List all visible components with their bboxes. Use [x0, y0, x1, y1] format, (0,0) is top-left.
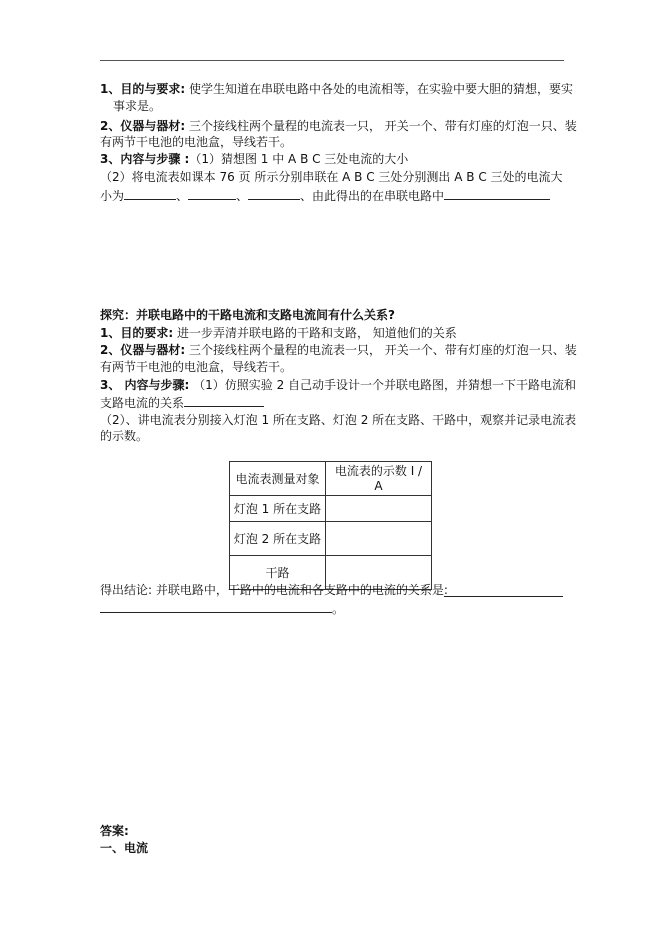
- p1-item3-text: （1）猜想图 1 中 A B C 三处电流的大小: [189, 152, 409, 166]
- p1-step2-fill: [100, 187, 550, 204]
- p2-conclusion-text: 得出结论: 并联电路中，干路中的电流和各支路中的电流的关系是:: [100, 583, 448, 597]
- table-row-label: 干路: [230, 556, 326, 590]
- p1-step2: （2）将电流表如课本 76 页 所示分别串联在 A B C 三处分别测出 A B C 三处的电流大: [100, 170, 563, 184]
- p2-item1-text: 进一步弄清并联电路的干路和支路， 知道他们的关系: [173, 326, 457, 340]
- p2-title: 探究：并联电路中的干路电流和支路电流间有什么关系?: [100, 308, 395, 322]
- p1-item2: [100, 118, 577, 134]
- answers-item1: 一、电流: [100, 841, 149, 855]
- p2-step2: （2）、讲电流表分别接入灯泡 1 所在支路、灯泡 2 所在支路、干路中，观察并记录电流表: [100, 413, 577, 427]
- p1-step2-prefix: 小为: [100, 189, 125, 203]
- p1-item2-label: 2、仪器与器材:: [100, 119, 186, 133]
- answer-blank-b[interactable]: [188, 187, 236, 200]
- answer-blank-a[interactable]: [124, 187, 176, 200]
- header-rule: [100, 60, 564, 61]
- p2-item1: [100, 325, 457, 341]
- table-header-reading-line2: A: [374, 478, 383, 493]
- p1-item3-label: 3、内容与步骤 :: [100, 152, 190, 166]
- p1-item1-text: 使学生知道在串联电路中各处的电流相等，在实验中要大胆的猜想，要实: [185, 82, 573, 96]
- table-header-target: 电流表测量对象: [230, 462, 326, 496]
- table-header-reading-line1: 电流表的示数 I /: [334, 463, 423, 478]
- table-row-label: 灯泡 1 所在支路: [230, 496, 326, 522]
- table-cell-reading[interactable]: [326, 496, 432, 522]
- p1-item1: [100, 81, 573, 97]
- p2-item2-label: 2、仪器与器材:: [100, 343, 186, 357]
- p2-item2-text: 三个接线柱两个量程的电流表一只， 开关一个、带有灯座的灯泡一只、装: [185, 343, 577, 357]
- answer-blank-series-conclusion[interactable]: [444, 187, 550, 200]
- answers-title: 答案:: [100, 824, 129, 838]
- answer-blank-parallel-guess[interactable]: [184, 394, 264, 407]
- table-row: [230, 496, 432, 522]
- p1-item2-text: 三个接线柱两个量程的电流表一只， 开关一个、带有灯座的灯泡一只、装: [185, 119, 577, 133]
- p2-item3-text: （1）仿照实验 2 自己动手设计一个并联电路图，并猜想一下干路电流和: [189, 378, 577, 392]
- p1-sep1: 、: [176, 189, 189, 203]
- table-header-row: [230, 462, 432, 496]
- table-row-label: 灯泡 2 所在支路: [230, 522, 326, 556]
- answer-blank-parallel-conclusion[interactable]: [444, 596, 563, 597]
- p2-item2: [100, 342, 577, 358]
- p2-item3: [100, 377, 576, 393]
- p2-item3-cont-line: [100, 394, 264, 411]
- p2-conclusion-end: 。: [332, 602, 345, 616]
- table-header-reading: [326, 462, 432, 496]
- answer-blank-c[interactable]: [248, 187, 300, 200]
- p2-conclusion-line2: [100, 600, 344, 617]
- measurement-table: [229, 461, 432, 590]
- p2-item1-label: 1、目的要求:: [100, 326, 174, 340]
- table-row: [230, 522, 432, 556]
- p2-item3-cont: 支路电流的关系: [100, 396, 185, 410]
- table-cell-reading[interactable]: [326, 522, 432, 556]
- p1-item1-cont: 事求是。: [113, 99, 162, 113]
- p1-step2-mid: 、由此得出的在串联电路中: [300, 189, 445, 203]
- p2-item3-label: 3、 内容与步骤:: [100, 378, 190, 392]
- p2-item2-cont: 有两节干电池的电池盒，导线若干。: [100, 360, 293, 374]
- p1-sep2: 、: [236, 189, 249, 203]
- p2-conclusion: [100, 582, 448, 598]
- p1-item2-cont: 有两节干电池的电池盒，导线若干。: [100, 135, 293, 149]
- answer-blank-parallel-conclusion-2[interactable]: [100, 600, 332, 613]
- p1-item1-label: 1、目的与要求:: [100, 82, 186, 96]
- p2-step2-cont: 的示数。: [100, 429, 149, 443]
- p1-item3: [100, 151, 408, 167]
